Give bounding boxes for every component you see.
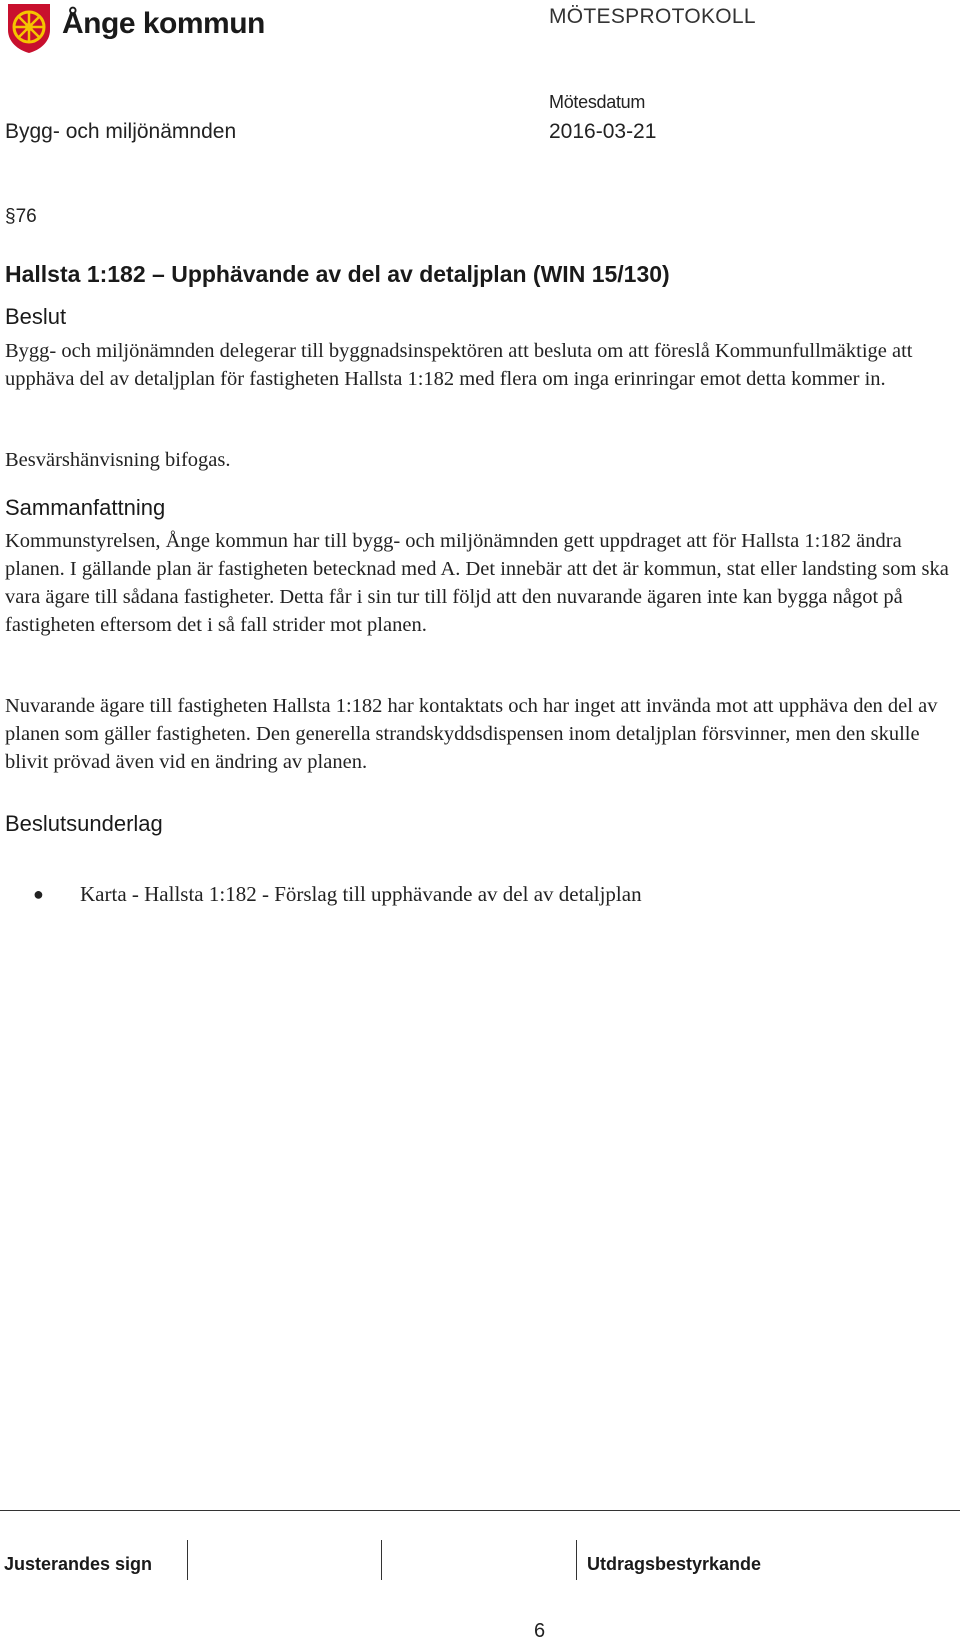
beslut-heading: Beslut: [5, 304, 67, 329]
signature-box-divider: [576, 1540, 577, 1580]
board-name: Bygg- och miljönämnden: [5, 120, 237, 143]
bullet-icon: ●: [33, 884, 44, 904]
sammanfattning-heading: Sammanfattning: [5, 495, 166, 520]
list-item-text: Karta - Hallsta 1:182 - Förslag till upphävande av del av detaljplan: [80, 882, 642, 906]
meeting-date-label: Mötesdatum: [549, 92, 646, 112]
signature-box-divider: [187, 1540, 188, 1580]
utdragsbestyrkande-label: Utdragsbestyrkande: [587, 1554, 762, 1574]
besvar-note: Besvärshänvisning bifogas.: [5, 449, 231, 471]
signature-box-divider: [381, 1540, 382, 1580]
document-type: MÖTESPROTOKOLL: [549, 5, 756, 28]
ange-wheel-emblem-icon: [4, 0, 54, 54]
beslutsunderlag-heading: Beslutsunderlag: [5, 811, 163, 836]
page-title: Hallsta 1:182 – Upphävande av del av detaljplan (WIN 15/130): [5, 261, 670, 287]
paragraph-number: §76: [5, 206, 37, 227]
municipality-logo: [4, 0, 265, 54]
list-item: [5, 882, 642, 907]
footer-divider: [0, 1510, 960, 1511]
sammanfattning-paragraph-2: Nuvarande ägare till fastigheten Hallsta 1:182 har kontaktats och har inget att invända mot att upphäva den del av planen som gäller fastigheten. Den generella strandskyddsdispensen inom detaljplan försvinner, men den skulle blivit prövad även vid en ändring av planen.: [5, 695, 938, 773]
sammanfattning-paragraph-1: Kommunstyrelsen, Ånge kommun har till bygg- och miljönämnden gett uppdraget att för Hallsta 1:182 ändra planen. I gällande plan är fastigheten betecknad med A. Det innebär att det är kommun, stat eller landsting som ska vara ägare till sådana fastigheter. Detta får i sin tur till följd att den nuvarande ägaren inte kan bygga något på fastigheten eftersom det i så fall strider mot planen.: [5, 530, 949, 636]
logo-wordmark: Ånge kommun: [62, 7, 265, 40]
beslutsunderlag-list: [5, 882, 642, 907]
meeting-date: 2016-03-21: [549, 120, 657, 143]
page-number: 6: [534, 1620, 546, 1642]
beslut-text: Bygg- och miljönämnden delegerar till byggnadsinspektören att besluta om att föreslå Kommunfullmäktige att upphäva del av detaljplan för fastigheten Hallsta 1:182 med flera om inga erinringar emot detta kommer in.: [5, 340, 913, 390]
justerandes-sign-label: Justerandes sign: [4, 1554, 153, 1574]
